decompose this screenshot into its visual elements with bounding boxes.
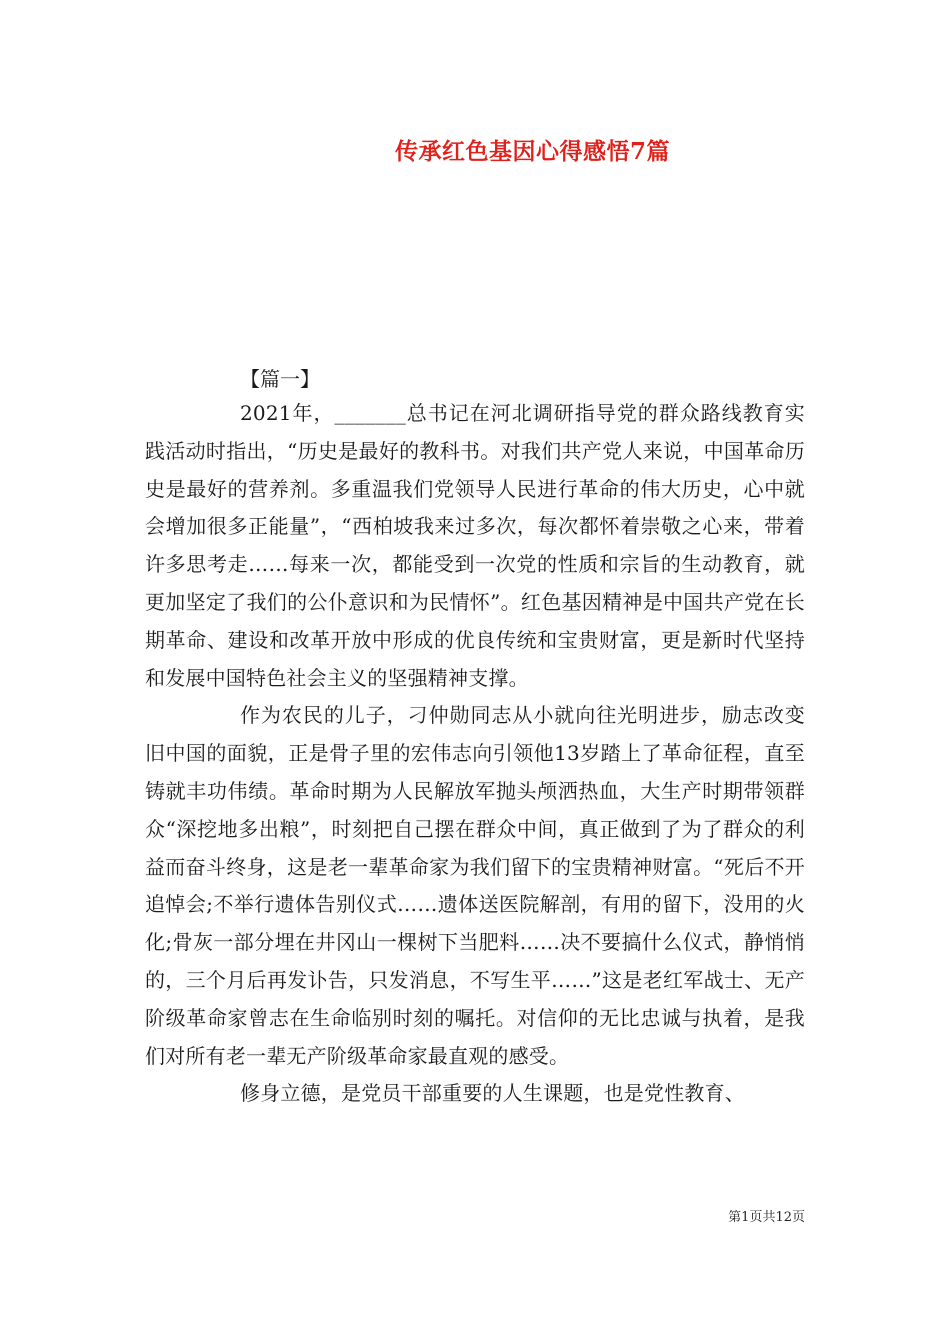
page-footer: 第1页共12页 xyxy=(728,1210,805,1225)
body-text xyxy=(145,395,805,1113)
paragraph-1: 2021年，_______总书记在河北调研指导党的群众路线教育实践活动时指出，“历史是最好的教科书。对我们共产党人来说，中国革命历史是最好的营养剂。多重温我们党领导人民进行革命的伟大历史，心中就会增加很多正能量”，“西柏坡我来过多次，每次都怀着崇敬之心来，带着许多思考走……每来一次，都能受到一次党的性质和宗旨的生动教育，就更加坚定了我们的公仆意识和为民情怀”。红色基因精神是中国共产党在长期革命、建设和改革开放中形成的优良传统和宝贵财富，更是新时代坚持和发展中国特色社会主义的坚强精神支撑。 xyxy=(145,401,805,690)
paragraph-3: 修身立德，是党员干部重要的人生课题，也是党性教育、 xyxy=(240,1081,745,1106)
paragraph-2: 作为农民的儿子，刁仲勋同志从小就向往光明进步，励志改变旧中国的面貌，正是骨子里的宏伟志向引领他13岁踏上了革命征程，直至铸就丰功伟绩。革命时期为人民解放军抛头颅洒热血，大生产时期带领群众“深挖地多出粮”，时刻把自己摆在群众中间，真正做到了为了群众的利益而奋斗终身，这是老一辈革命家为我们留下的宝贵精神财富。“死后不开追悼会;不举行遗体告别仪式……遗体送医院解剖，有用的留下，没用的火化;骨灰一部分埋在井冈山一棵树下当肥料……决不要搞什么仪式，静悄悄的，三个月后再发讣告，只发消息，不写生平……”这是老红军战士、无产阶级革命家曾志在生命临别时刻的嘱托。对信仰的无比忠诚与执着，是我们对所有老一辈无产阶级革命家最直观的感受。 xyxy=(145,703,805,1068)
section-label: 【篇一】 xyxy=(240,367,320,391)
document-title: 传承红色基因心得感悟7篇 xyxy=(394,138,670,165)
